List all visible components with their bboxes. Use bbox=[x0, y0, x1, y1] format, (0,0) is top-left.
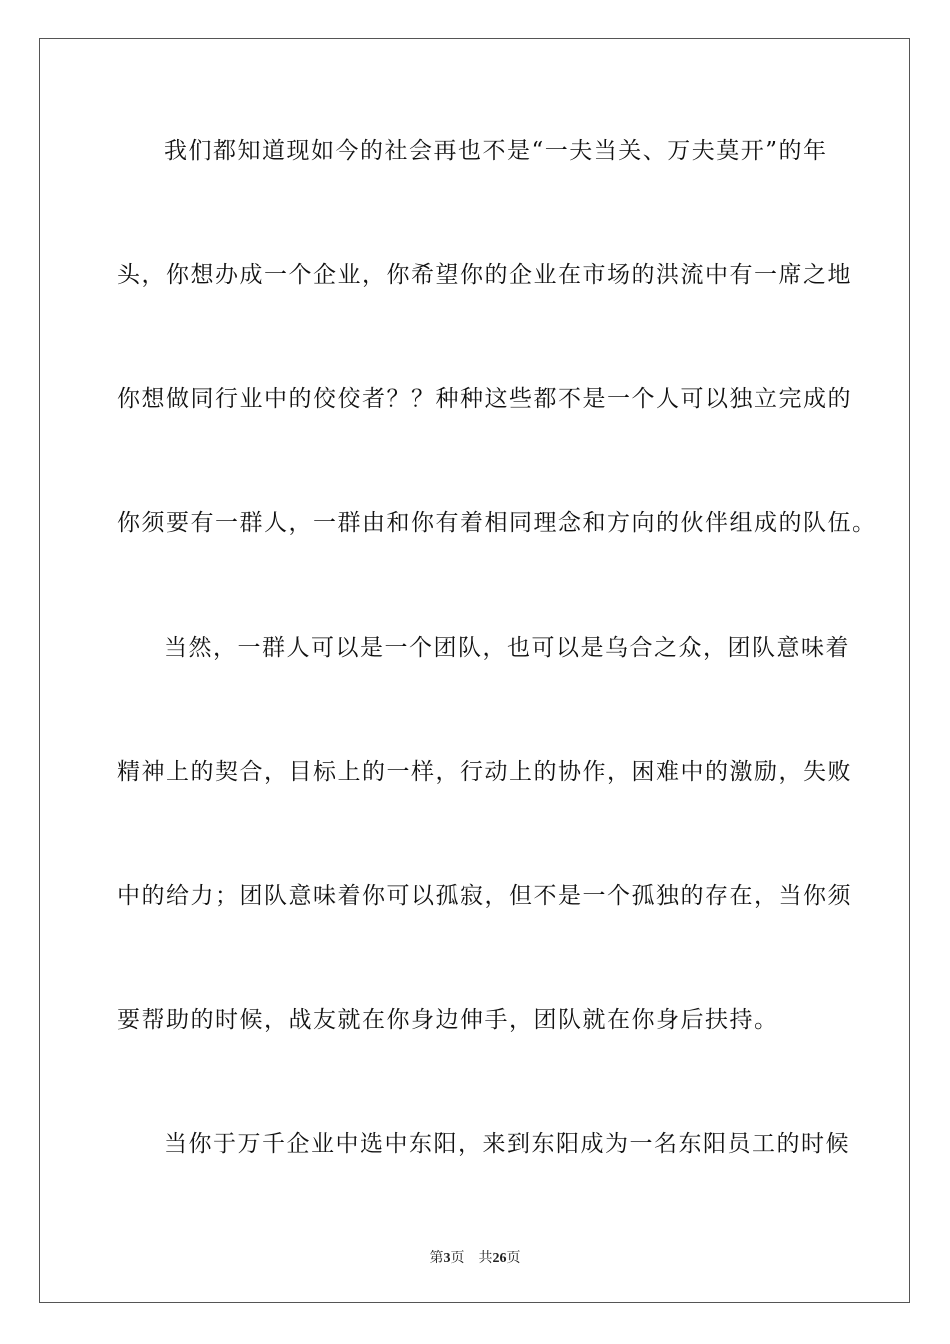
page-number: 3 bbox=[443, 1251, 451, 1266]
total-prefix: 共 bbox=[478, 1250, 493, 1266]
page-prefix: 第 bbox=[429, 1250, 444, 1266]
paragraph-line: 头，你想办成一个企业，你希望你的企业在市场的洪流中有一席之地 bbox=[117, 262, 852, 288]
paragraph-line: 当然，一群人可以是一个团队，也可以是乌合之众，团队意味着 bbox=[164, 635, 850, 661]
page-border bbox=[39, 38, 910, 1303]
paragraph-line: 我们都知道现如今的社会再也不是“一夫当关、万夫莫开”的年 bbox=[164, 138, 828, 164]
total-suffix: 页 bbox=[506, 1250, 521, 1266]
paragraph-line: 当你于万千企业中选中东阳，来到东阳成为一名东阳员工的时候 bbox=[164, 1131, 850, 1157]
paragraph-line: 你想做同行业中的佼佼者？？种种这些都不是一个人可以独立完成的 bbox=[117, 386, 852, 412]
paragraph-line: 要帮助的时候，战友就在你身边伸手，团队就在你身后扶持。 bbox=[117, 1007, 779, 1033]
paragraph-line: 中的给力；团队意味着你可以孤寂，但不是一个孤独的存在，当你须 bbox=[117, 883, 852, 909]
paragraph-line: 你须要有一群人，一群由和你有着相同理念和方向的伙伴组成的队伍。 bbox=[117, 510, 877, 536]
total-pages: 26 bbox=[492, 1251, 507, 1266]
page-suffix: 页 bbox=[450, 1250, 465, 1266]
paragraph-line: 精神上的契合，目标上的一样，行动上的协作，困难中的激励，失败 bbox=[117, 759, 852, 785]
page-footer bbox=[0, 1248, 950, 1269]
